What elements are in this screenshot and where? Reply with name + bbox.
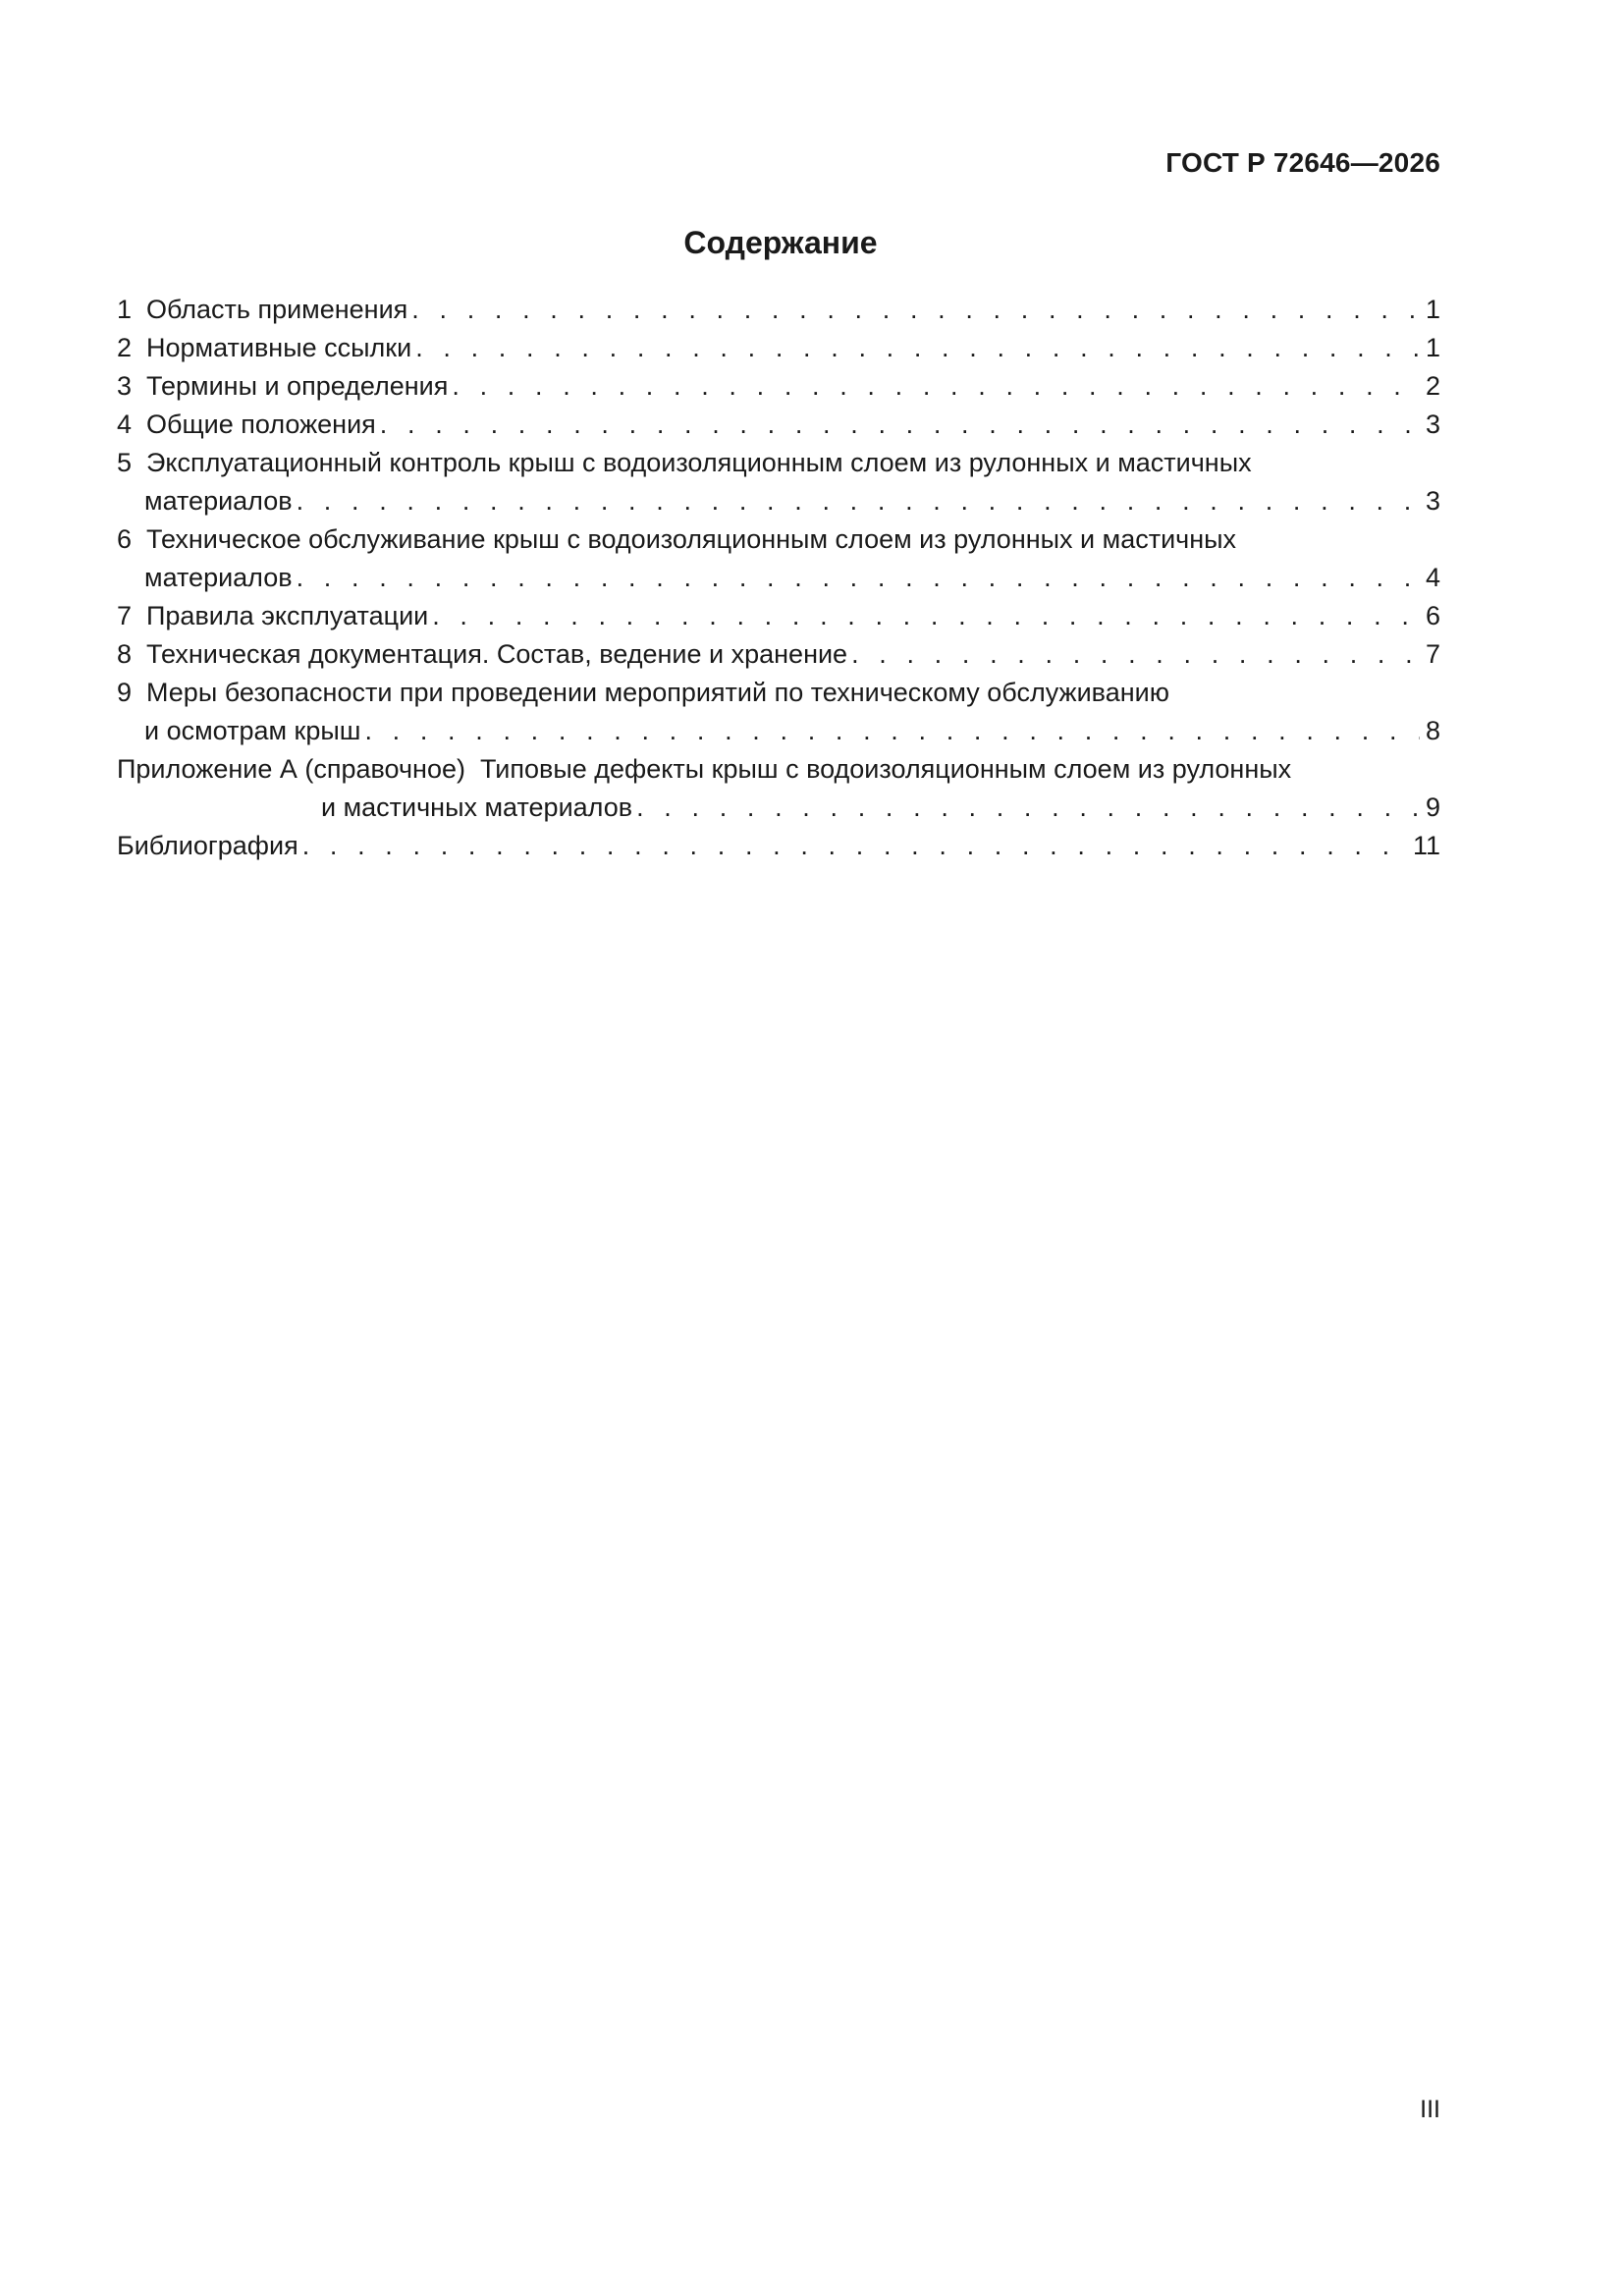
- toc-entry-number: 6: [117, 524, 133, 554]
- toc-entry-page: 11: [1412, 831, 1440, 860]
- toc-entry-appendix-a-continuation[interactable]: [117, 789, 1440, 827]
- toc-entry-4[interactable]: [117, 406, 1440, 444]
- toc-entry-7[interactable]: [117, 597, 1440, 635]
- document-code: ГОСТ Р 72646—2026: [1165, 147, 1440, 178]
- toc-entry-page: 8: [1425, 716, 1440, 745]
- dot-leader: [297, 559, 1420, 597]
- dot-leader: [415, 329, 1420, 367]
- toc-entry-page: 7: [1425, 639, 1440, 669]
- toc-entry-title: Эксплуатационный контроль крыш с водоизоляционным слоем из рулонных и мастичных: [146, 448, 1252, 477]
- toc-entry-number: 2: [117, 333, 133, 362]
- toc-title: Содержание: [683, 225, 878, 260]
- dot-leader: [364, 712, 1420, 750]
- toc-entry-title: Техническая документация. Состав, ведение и хранение: [146, 639, 848, 669]
- toc-entry-number: 4: [117, 410, 133, 439]
- dot-leader: [297, 482, 1420, 520]
- toc-entry-title-continuation: и осмотрам крыш: [144, 716, 361, 745]
- toc-entry-page: 4: [1425, 563, 1440, 592]
- table-of-contents: [117, 291, 1440, 865]
- toc-entry-bibliography[interactable]: [117, 827, 1440, 865]
- toc-entry-9[interactable]: [117, 674, 1440, 712]
- page-number: III: [1420, 2096, 1440, 2123]
- toc-entry-2[interactable]: [117, 329, 1440, 367]
- toc-entry-title: Правила эксплуатации: [146, 601, 429, 630]
- toc-entry-6[interactable]: [117, 520, 1440, 559]
- toc-entry-page: 2: [1425, 371, 1440, 401]
- toc-entry-number: 1: [117, 295, 133, 324]
- toc-entry-appendix-a[interactable]: [117, 750, 1440, 789]
- toc-entry-3[interactable]: [117, 367, 1440, 406]
- toc-entry-1[interactable]: [117, 291, 1440, 329]
- dot-leader: [636, 789, 1420, 827]
- dot-leader: [432, 597, 1420, 635]
- dot-leader: [452, 367, 1420, 406]
- toc-entry-5-continuation[interactable]: [117, 482, 1440, 520]
- dot-leader: [380, 406, 1420, 444]
- toc-entry-6-continuation[interactable]: [117, 559, 1440, 597]
- toc-entry-page: 3: [1425, 486, 1440, 516]
- dot-leader: [302, 827, 1407, 865]
- toc-entry-number: 7: [117, 601, 133, 630]
- toc-entry-title-continuation: и мастичных материалов: [321, 793, 633, 822]
- toc-entry-number: 5: [117, 448, 133, 477]
- toc-entry-number: 3: [117, 371, 133, 401]
- toc-entry-title: Приложение А (справочное) Типовые дефекты крыш с водоизоляционным слоем из рулонных: [117, 754, 1292, 784]
- toc-entry-title: Общие положения: [146, 410, 376, 439]
- dot-leader: [851, 635, 1420, 674]
- toc-entry-title: Область применения: [146, 295, 408, 324]
- toc-entry-title-continuation: материалов: [144, 486, 293, 516]
- toc-entry-title: Меры безопасности при проведении мероприятий по техническому обслуживанию: [146, 678, 1169, 707]
- toc-entry-5[interactable]: [117, 444, 1440, 482]
- toc-entry-page: 1: [1425, 295, 1440, 324]
- toc-entry-page: 9: [1425, 793, 1440, 822]
- toc-entry-title: Техническое обслуживание крыш с водоизоляционным слоем из рулонных и мастичных: [146, 524, 1237, 554]
- toc-entry-page: 6: [1425, 601, 1440, 630]
- toc-entry-9-continuation[interactable]: [117, 712, 1440, 750]
- toc-entry-title: Библиография: [117, 831, 298, 860]
- toc-entry-title: Нормативные ссылки: [146, 333, 412, 362]
- toc-entry-title-continuation: материалов: [144, 563, 293, 592]
- toc-entry-title: Термины и определения: [146, 371, 449, 401]
- toc-entry-page: 3: [1425, 410, 1440, 439]
- toc-entry-page: 1: [1425, 333, 1440, 362]
- dot-leader: [411, 291, 1420, 329]
- toc-entry-8[interactable]: [117, 635, 1440, 674]
- toc-entry-number: 9: [117, 678, 133, 707]
- toc-entry-number: 8: [117, 639, 133, 669]
